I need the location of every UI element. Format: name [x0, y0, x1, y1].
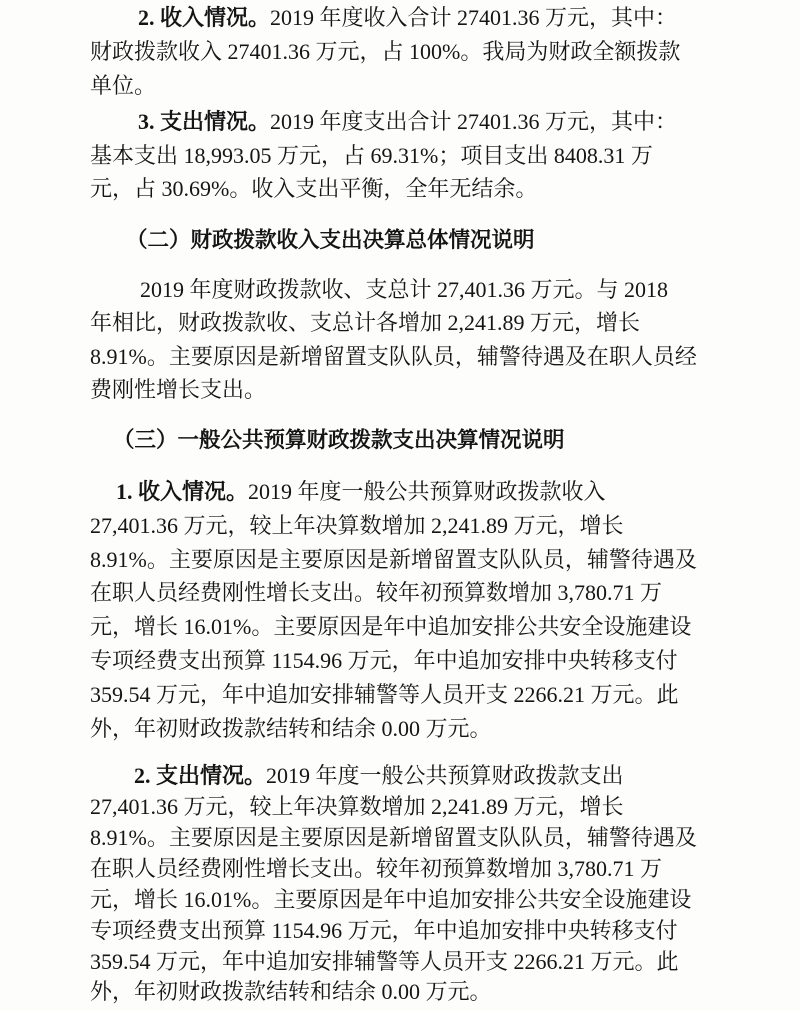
text-line: 359.54 万元，年中追加安排辅警等人员开支 2266.21 万元。此 — [90, 949, 679, 974]
text-line: 27,401.36 万元，较上年决算数增加 2,241.89 万元，增长 — [90, 513, 624, 538]
paragraph-first-line — [116, 478, 712, 506]
text-line: 费刚性增长支出。 — [90, 377, 267, 402]
text-line: 2019 年度财政拨款收、支总计 27,401.36 万元。与 2018 — [140, 277, 669, 302]
text-line: 8.91%。主要原因是新增留置支队队员，辅警待遇及在职人员经 — [90, 344, 697, 369]
text-line: 2019 年度一般公共预算财政拨款收入 — [248, 479, 606, 504]
text-line: 27,401.36 万元，较上年决算数增加 2,241.89 万元，增长 — [90, 794, 624, 819]
text-line: 元，增长 16.01%。主要原因是年中追加安排公共安全设施建设 — [90, 887, 692, 912]
paragraph-first-line — [134, 762, 712, 790]
section-heading: （二）财政拨款收入支出决算总体情况说明 — [126, 228, 535, 252]
paragraph-first-line — [138, 108, 712, 136]
section-lead: 3. 支出情况。 — [138, 109, 271, 134]
text-line: 在职人员经费刚性增长支出。较年初预算数增加 3,780.71 万 — [90, 856, 663, 881]
section-heading: （三）一般公共预算财政拨款支出决算情况说明 — [113, 428, 565, 452]
text-line: 8.91%。主要原因是主要原因是新增留置支队队员，辅警待遇及 — [90, 825, 697, 850]
text-line: 财政拨款收入 27401.36 万元，占 100%。我局为财政全额拨款 — [90, 39, 681, 64]
text-line: 单位。 — [90, 73, 157, 98]
text-line: 2019 年度一般公共预算财政拨款支出 — [266, 763, 624, 788]
section-lead: 1. 收入情况。 — [116, 479, 249, 504]
text-line: 外，年初财政拨款结转和结余 0.00 万元。 — [90, 716, 492, 741]
paragraph-first-line — [138, 4, 712, 32]
text-line: 359.54 万元，年中追加安排辅警等人员开支 2266.21 万元。此 — [90, 682, 679, 707]
section-lead: 2. 收入情况。 — [138, 5, 271, 30]
text-line: 2019 年度收入合计 27401.36 万元，其中： — [270, 5, 678, 30]
text-line: 年相比，财政拨款收、支总计各增加 2,241.89 万元，增长 — [90, 310, 641, 335]
text-line: 基本支出 18,993.05 万元，占 69.31%；项目支出 8408.31 万 — [90, 143, 653, 168]
text-line: 元，增长 16.01%。主要原因是年中追加安排公共安全设施建设 — [90, 614, 692, 639]
text-line: 专项经费支出预算 1154.96 万元，年中追加安排中央转移支付 — [90, 648, 678, 673]
section-lead: 2. 支出情况。 — [134, 763, 267, 788]
text-line: 专项经费支出预算 1154.96 万元，年中追加安排中央转移支付 — [90, 918, 678, 943]
text-line: 8.91%。主要原因是主要原因是新增留置支队队员，辅警待遇及 — [90, 547, 697, 572]
text-line: 在职人员经费刚性增长支出。较年初预算数增加 3,780.71 万 — [90, 580, 663, 605]
text-line: 2019 年度支出合计 27401.36 万元，其中： — [270, 109, 678, 134]
text-line: 元，占 30.69%。收入支出平衡，全年无结余。 — [90, 176, 538, 201]
text-line: 外，年初财政拨款结转和结余 0.00 万元。 — [90, 979, 492, 1004]
